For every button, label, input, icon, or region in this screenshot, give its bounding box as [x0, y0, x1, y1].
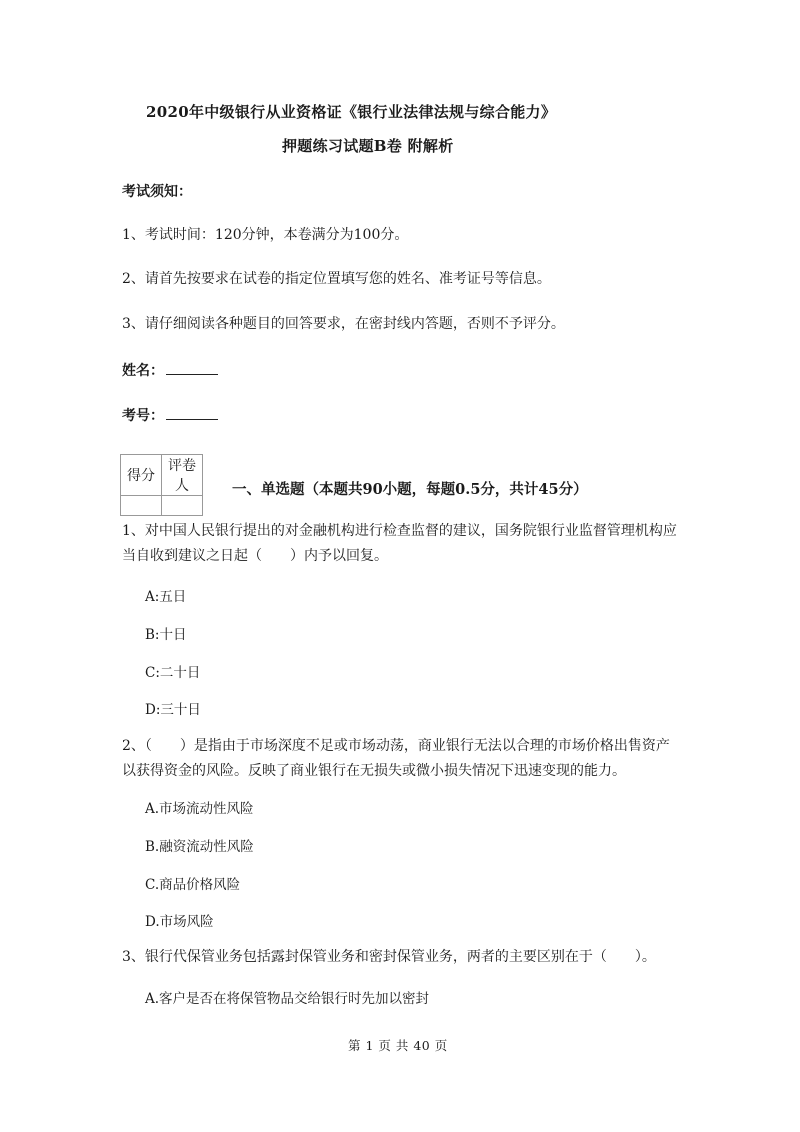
question-3-option-a[interactable]: A.客户是否在将保管物品交给银行时先加以密封 — [145, 991, 430, 1007]
question-1-option-d[interactable]: D:三十日 — [145, 702, 201, 718]
name-field[interactable] — [122, 360, 218, 380]
id-label: 考号： — [122, 408, 164, 424]
question-2-line2: 以获得资金的风险。反映了商业银行在无损失或微小损失情况下迅速变现的能力。 — [122, 763, 626, 779]
grader-header: 评卷人 — [162, 455, 203, 496]
notice-item-1: 1、考试时间：120分钟，本卷满分为100分。 — [122, 227, 409, 243]
question-1-option-a[interactable]: A:五日 — [145, 589, 187, 605]
id-blank[interactable] — [166, 405, 218, 420]
question-2-line1: 2、（ ）是指由于市场深度不足或市场动荡，商业银行无法以合理的市场价格出售资产 — [122, 738, 670, 754]
notice-item-2: 2、请首先按要求在试卷的指定位置填写您的姓名、准考证号等信息。 — [122, 271, 551, 287]
question-2-option-b[interactable]: B.融资流动性风险 — [145, 839, 254, 855]
score-cell[interactable] — [121, 496, 162, 516]
id-field[interactable] — [122, 405, 218, 425]
section-title: 一、单选题（本题共90小题，每题0.5分，共计45分） — [232, 481, 588, 498]
question-1-line1: 1、对中国人民银行提出的对金融机构进行检查监督的建议，国务院银行业监督管理机构应 — [122, 523, 677, 539]
name-label: 姓名： — [122, 363, 164, 379]
name-blank[interactable] — [166, 360, 218, 375]
question-1-line2: 当自收到建议之日起（ ）内予以回复。 — [122, 548, 388, 564]
document-title-line2: 押题练习试题B卷 附解析 — [282, 137, 454, 155]
document-title-line1: 2020年中级银行从业资格证《银行业法律法规与综合能力》 — [146, 103, 557, 121]
question-2-option-d[interactable]: D.市场风险 — [145, 914, 214, 930]
notice-item-3: 3、请仔细阅读各种题目的回答要求，在密封线内答题，否则不予评分。 — [122, 316, 565, 332]
notice-heading: 考试须知： — [122, 184, 192, 200]
question-2-option-c[interactable]: C.商品价格风险 — [145, 877, 241, 893]
question-2-option-a[interactable]: A.市场流动性风险 — [145, 801, 254, 817]
page-footer: 第 1 页 共 40 页 — [348, 1038, 448, 1053]
score-header: 得分 — [121, 455, 162, 496]
question-1-option-c[interactable]: C:二十日 — [145, 665, 201, 681]
score-table — [120, 454, 203, 516]
question-1-option-b[interactable]: B:十日 — [145, 627, 187, 643]
grader-cell[interactable] — [162, 496, 203, 516]
question-3-line1: 3、银行代保管业务包括露封保管业务和密封保管业务，两者的主要区别在于（ ）。 — [122, 949, 656, 965]
